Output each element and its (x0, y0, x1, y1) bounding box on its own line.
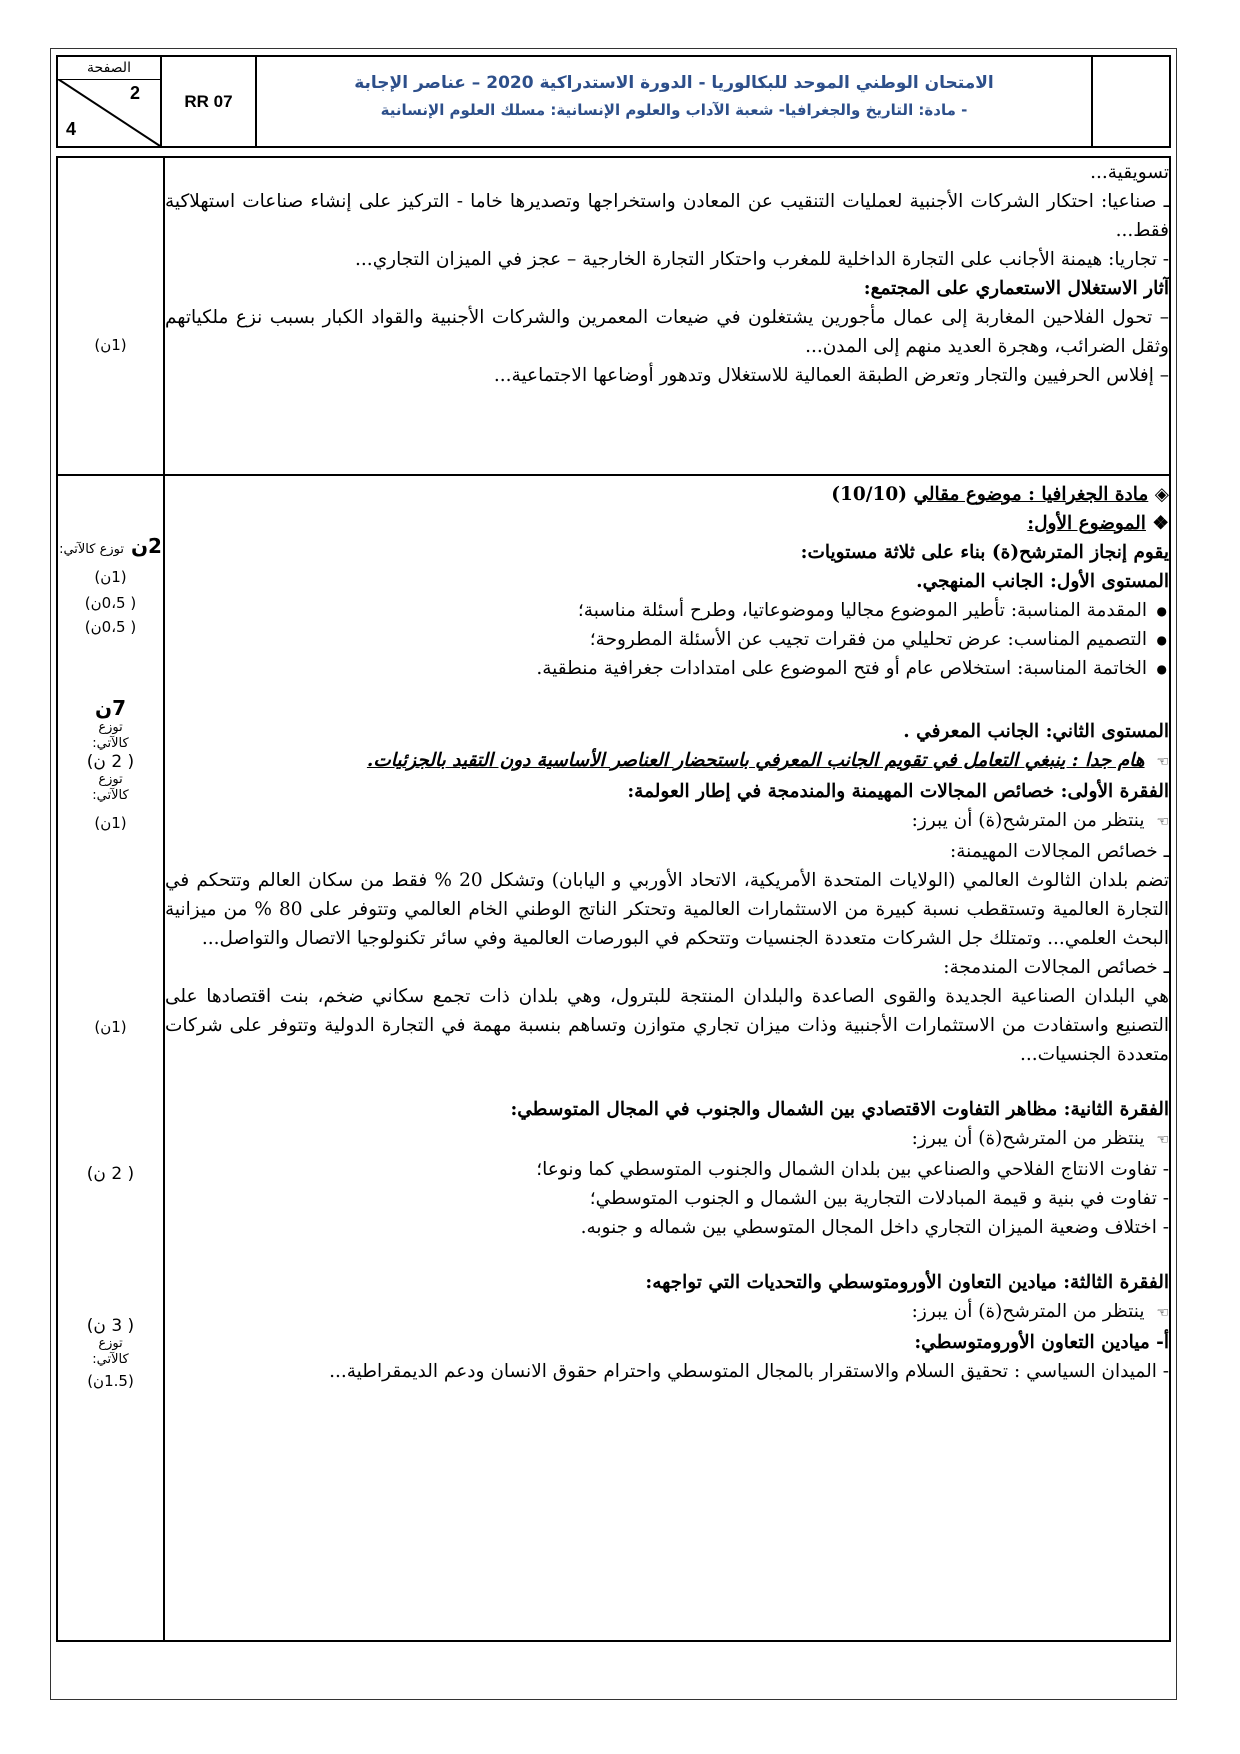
subject-title (165, 480, 1169, 509)
spacer (165, 1069, 1169, 1095)
subject-title-text: مادة الجغرافيا : موضوع مقالي (913, 484, 1149, 505)
section-heading: آثار الاستغلال الاستعماري على المجتمع: (863, 278, 1169, 299)
list-item: - تفاوت الانتاج الفلاحي والصناعي بين بلدان الشمال والجنوب المتوسطي كما ونوعا؛ (536, 1159, 1169, 1180)
list-item: - الميدان السياسي : تحقيق السلام والاستقرار بالمجال المتوسطي واحترام حقوق الانسان ودعم الديمقراطية... (329, 1361, 1169, 1382)
topic-title (165, 509, 1169, 538)
geography-content (164, 475, 1170, 1641)
mark: (1ن) (94, 814, 127, 832)
diamond-icon: ◈ (1154, 484, 1169, 505)
expect-line (165, 806, 1169, 837)
page-number-box (58, 57, 162, 146)
page-number: 2 (130, 83, 141, 103)
list-item: - اختلاف وضعية الميزان التجاري داخل المجال المتوسطي بين شماله و جنوبه. (580, 1217, 1169, 1238)
mark: ( 2 ن) (86, 1164, 135, 1184)
mark: (1ن) (94, 1018, 127, 1036)
mark: (1ن) (94, 336, 127, 354)
text-line: – إفلاس الحرفيين والتجار وتعرض الطبقة العمالية للاستغلال وتدهور أوضاعها الاجتماعية... (493, 365, 1169, 386)
history-content (164, 157, 1170, 475)
list-item: ● الخاتمة المناسبة: استخلاص عام أو فتح الموضوع على امتدادات جغرافية منطقية. (165, 654, 1169, 683)
mark-distribution: توزع كالآتي: (92, 720, 129, 751)
dominant-title: ـ خصائص المجالات المهيمنة: (949, 841, 1169, 862)
mark: ( 0،5ن) (84, 594, 137, 612)
subject-score: (10/10) (831, 484, 907, 505)
pointing-hand-icon: ☜ (1156, 754, 1169, 770)
topic-title-text: الموضوع الأول: (1027, 513, 1146, 534)
mark: (1ن) (94, 568, 127, 586)
answer-table (56, 156, 1171, 1642)
paragraph3-title: الفقرة الثالثة: ميادين التعاون الأورومتوسطي والتحديات التي تواجهه: (645, 1272, 1169, 1293)
page-total: 4 (66, 119, 77, 139)
exam-title-line2: - مادة: التاريخ والجغرافيا- شعبة الآداب والعلوم الإنسانية: مسلك العلوم الإنسانية (380, 101, 968, 119)
level1-title: المستوى الأول: الجانب المنهجي. (916, 571, 1169, 592)
important-note (165, 746, 1169, 777)
paragraph3-subtitle: أ- ميادين التعاون الأورومتوسطي: (914, 1332, 1169, 1353)
expect-text: ينتظر من المترشح(ة) أن يبرز: (911, 810, 1145, 831)
integrated-title: ـ خصائص المجالات المندمجة: (943, 957, 1169, 978)
mark: ( 2 ن) (86, 752, 135, 772)
pointing-hand-icon: ☜ (1156, 814, 1169, 830)
mark-total (58, 534, 163, 558)
mark: (1.5ن) (87, 1372, 134, 1390)
list-item: - تفاوت في بنية و قيمة المبادلات التجارية بين الشمال و الجنوب المتوسطي؛ (589, 1188, 1169, 1209)
expect-text: ينتظر من المترشح(ة) أن يبرز: (911, 1301, 1145, 1322)
level2-title: المستوى الثاني: الجانب المعرفي . (903, 721, 1169, 742)
paragraph2-title: الفقرة الثانية: مظاهر التفاوت الاقتصادي بين الشمال والجنوب في المجال المتوسطي: (510, 1099, 1169, 1120)
clover-icon: ❖ (1152, 513, 1169, 534)
list-item: ● المقدمة المناسبة: تأطير الموضوع مجاليا وموضوعاتيا، وطرح أسئلة مناسبة؛ (165, 596, 1169, 625)
history-mark-cell (57, 157, 164, 475)
mark-value: 7ن (95, 696, 126, 720)
geography-row (57, 475, 1170, 1641)
levels-intro: يقوم إنجاز المترشح(ة) بناء على ثلاثة مستويات: (800, 542, 1169, 563)
text-line: تسويقية... (1090, 162, 1169, 183)
mark-distribution: توزع كالآتي: (92, 772, 129, 803)
text-line: – تحول الفلاحين المغاربة إلى عمال مأجورين يشتغلون في ضيعات المعمرين والشركات الأجنبية والقواد الكبار بسبب نزع ملكياتهم وثقل الضرائب، وهجرة العديد منهم إلى المدن... (165, 307, 1169, 357)
spacer (165, 1242, 1169, 1268)
dominant-text: تضم بلدان الثالوث العالمي (الولايات المتحدة الأمريكية، الاتحاد الأوربي و اليابان) وتشكل 20 % فقط من سكان العالم وتتحكم في التجارة العالمية وتستقطب نسبة كبيرة من الاستثمارات العالمية وتحتكر الناتج الوطني الخام العالمي وتتوفر على 80 % من ميزانية البحث العلمي... وتمتلك جل الشركات متعددة الجنسيات وتتحكم في البورصات العالمية وفي سائر تكنولوجيا الاتصال والتواصل... (165, 870, 1170, 949)
exam-title-box (257, 57, 1093, 146)
expect-line (165, 1124, 1169, 1155)
mark-value: 2ن (130, 534, 162, 558)
pointing-hand-icon: ☜ (1156, 1305, 1169, 1321)
pointing-hand-icon: ☜ (1156, 1132, 1169, 1148)
mark: ( 0،5ن) (84, 618, 137, 636)
header-blank-cell (1093, 57, 1169, 146)
exam-code: RR 07 (162, 57, 257, 146)
expect-text: ينتظر من المترشح(ة) أن يبرز: (911, 1128, 1145, 1149)
integrated-text: هي البلدان الصناعية الجديدة والقوى الصاعدة والبلدان المنتجة للبترول، وهي بلدان ذات تجمع سكاني ضخم، بنت اقتصادها على التصنيع واستفادت من الاستثمارات الأجنبية وذات ميزان تجاري متوازن وتساهم بنسبة مهمة في التجارة الدولية وتتوفر على شركات متعددة الجنسيات... (165, 986, 1169, 1065)
mark-distribution: توزع كالآتي: (92, 1336, 129, 1367)
mark: ( 3 ن) (86, 1316, 135, 1336)
text-line: - تجاريا: هيمنة الأجانب على التجارة الداخلية للمغرب واحتكار التجارة الخارجية – عجز في الميزان التجاري... (355, 249, 1169, 270)
paragraph1-title: الفقرة الأولى: خصائص المجالات المهيمنة والمندمجة في إطار العولمة: (627, 781, 1169, 802)
page-label: الصفحة (58, 59, 160, 80)
history-row (57, 157, 1170, 475)
expect-line (165, 1297, 1169, 1328)
important-note-text: هام جدا : ينبغي التعامل في تقويم الجانب المعرفي باستحضار العناصر الأساسية دون التقيد بالجزئيات. (366, 750, 1145, 771)
spacer (165, 683, 1169, 717)
exam-header (56, 55, 1171, 148)
mark-distribution: توزع كالآتي: (59, 542, 124, 557)
text-line: ـ صناعيا: احتكار الشركات الأجنبية لعمليات التنقيب عن المعادن واستخراجها وتصديرها خاما - التركيز على إنشاء صناعات استهلاكية فقط... (165, 191, 1169, 241)
exam-title-line1: الامتحان الوطني الموحد للبكالوريا - الدورة الاستدراكية 2020 – عناصر الإجابة (354, 73, 994, 93)
geography-mark-cell (57, 475, 164, 1641)
list-item: ● التصميم المناسب: عرض تحليلي من فقرات تجيب عن الأسئلة المطروحة؛ (165, 625, 1169, 654)
